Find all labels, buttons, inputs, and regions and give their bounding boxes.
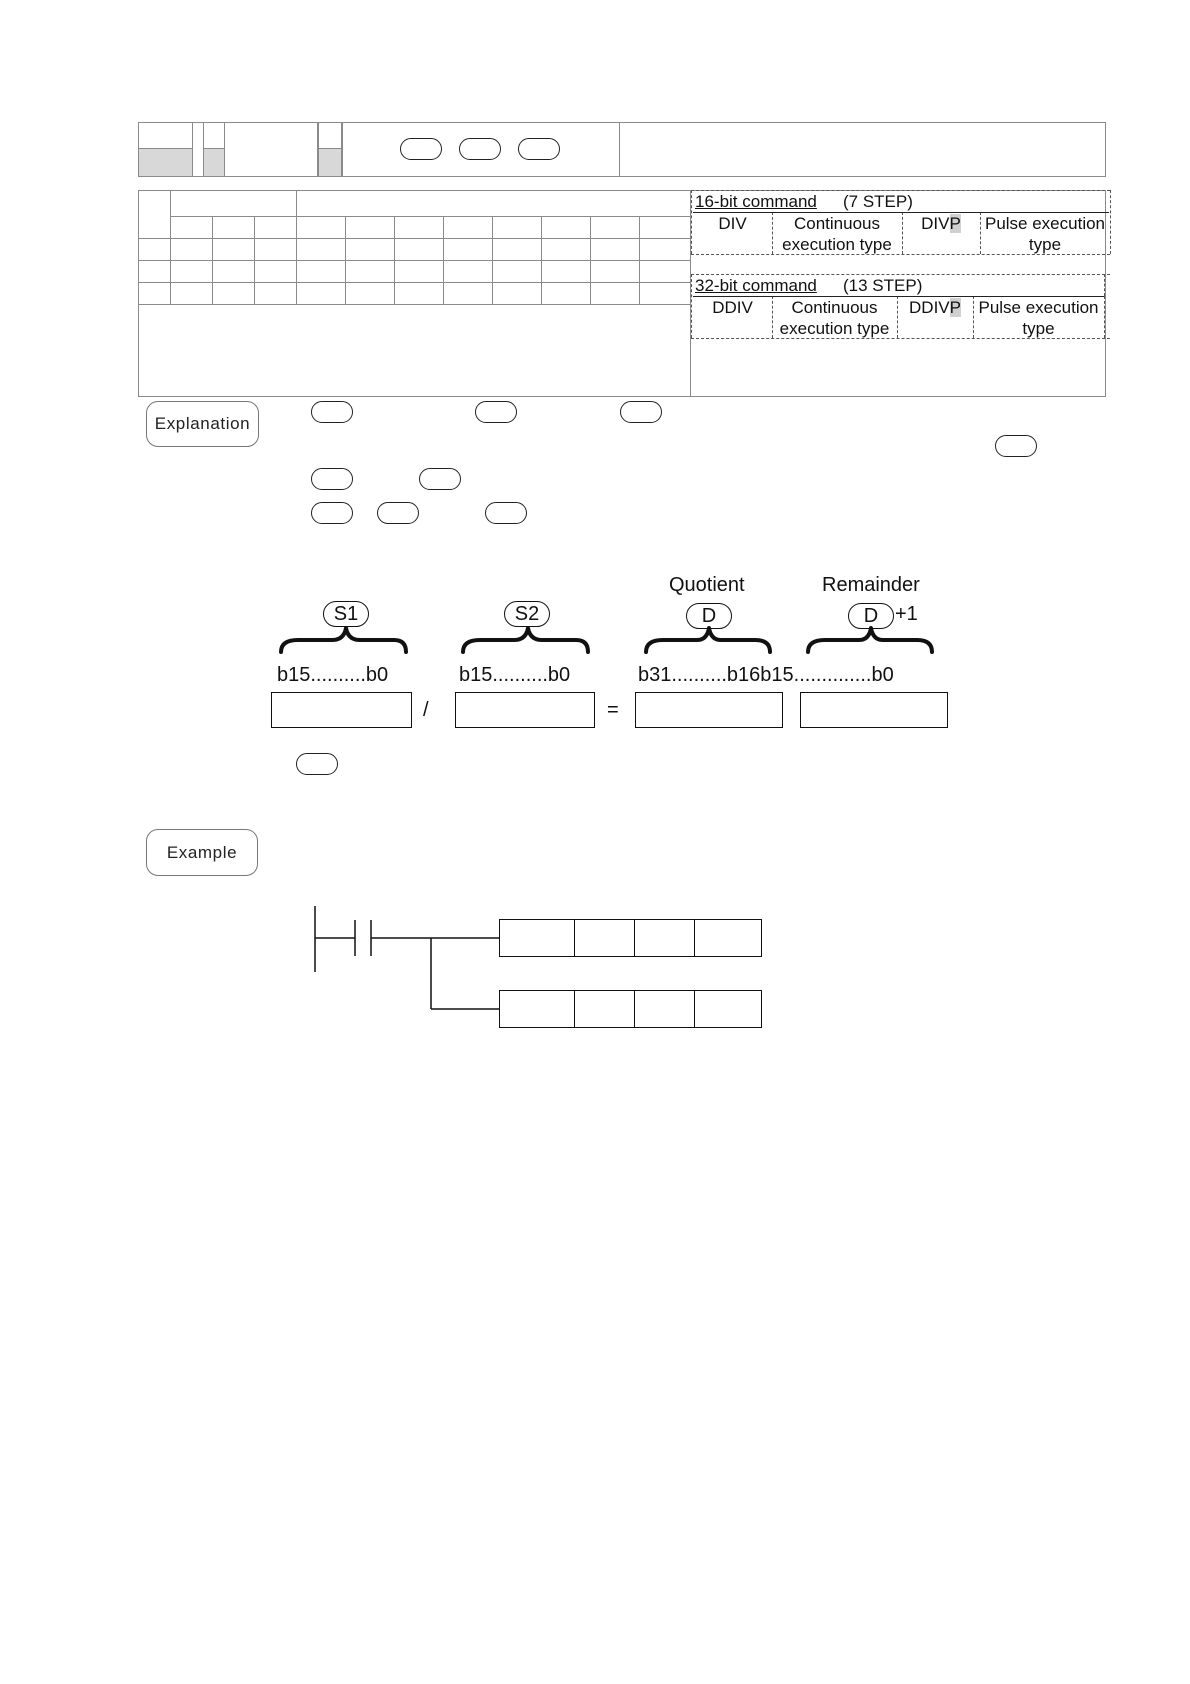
diagram-bits-s1: b15..........b0 <box>277 664 389 686</box>
diagram-plus-one: +1 <box>895 603 918 625</box>
ladder-instruction-1-operand-2 <box>634 919 695 957</box>
diagram-bits-s2: b15..........b0 <box>459 664 571 686</box>
diagram-quotient-label: Quotient <box>669 574 745 596</box>
cmd32-steps: (13 STEP) <box>843 276 923 295</box>
diagram-bits-d: b31..........b16b15..............b0 <box>638 664 894 686</box>
diagram-equals-sign: = <box>607 699 619 721</box>
diagram-operand-d-plus: D <box>848 603 894 629</box>
cmd16-steps: (7 STEP) <box>843 192 913 211</box>
cmd16-mnemonic: DIV <box>718 214 747 233</box>
diagram-operand-s2: S2 <box>504 601 550 627</box>
diagram-divide-sign: / <box>423 699 429 721</box>
explanation-tag: Explanation <box>146 401 259 447</box>
cmd32-title: 32-bit command <box>695 276 817 295</box>
cmd16-pulse-base: DIV <box>921 214 950 233</box>
cmd16-pulse-label: Pulse execution type <box>984 214 1106 254</box>
ladder-instruction-2-mnemonic <box>499 990 575 1028</box>
ladder-instruction-2-operand-2 <box>634 990 695 1028</box>
cmd32-pulse-suffix: P <box>949 298 961 317</box>
example-tag: Example <box>146 829 258 876</box>
diagram-operand-d: D <box>686 603 732 629</box>
ladder-instruction-1-operand-1 <box>574 919 635 957</box>
cmd16-pulse-suffix: P <box>949 214 961 233</box>
diagram-operand-s1: S1 <box>323 601 369 627</box>
cmd32-pulse-label: Pulse execution type <box>978 298 1099 338</box>
cmd16-title: 16-bit command <box>695 192 817 211</box>
ladder-instruction-2-operand-3 <box>694 990 762 1028</box>
cmd16-continuous-label: Continuous execution type <box>782 214 892 254</box>
ladder-instruction-1-mnemonic <box>499 919 575 957</box>
cmd32-pulse-base: DDIV <box>909 298 950 317</box>
cmd32-continuous-label: Continuous execution type <box>779 298 890 338</box>
diagram-remainder-label: Remainder <box>822 574 920 596</box>
cmd32-mnemonic: DDIV <box>712 298 753 317</box>
ladder-instruction-2-operand-1 <box>574 990 635 1028</box>
ladder-instruction-1-operand-3 <box>694 919 762 957</box>
